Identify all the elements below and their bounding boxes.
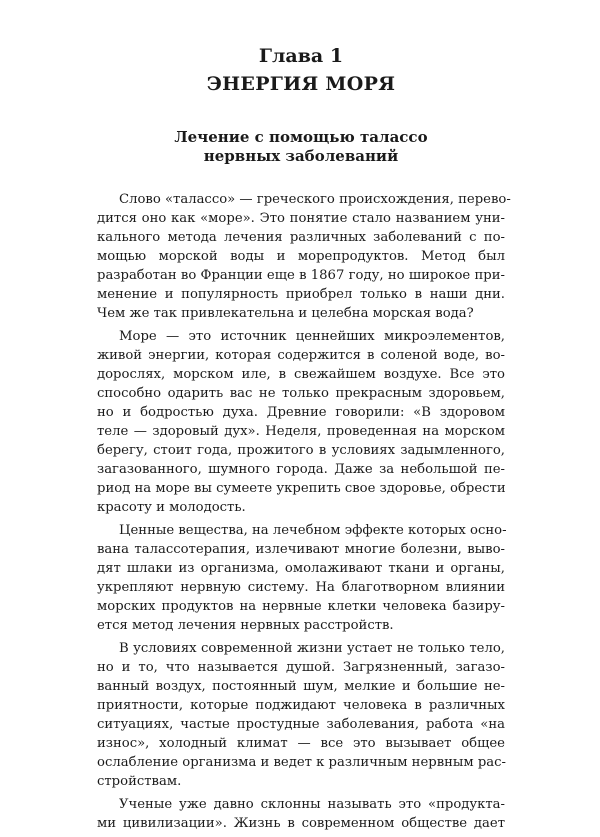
- text-line: Ценные вещества, на лечебном эффекте которых осно-: [119, 523, 507, 538]
- text-line: морских продуктов на нервные клетки человека базиру-: [97, 599, 505, 614]
- chapter-title: ЭНЕРГИЯ МОРЯ: [206, 73, 396, 95]
- text-line: дят шлаки из организма, омолаживают ткани и органы,: [97, 561, 505, 576]
- text-line: Чем же так привлекательна и целебна морская вода?: [97, 306, 474, 321]
- text-line: но и бодростью духа. Древние говорили: «В здоровом: [97, 405, 505, 420]
- text-line: Слово «талассо» — греческого происхождения, перево-: [119, 192, 511, 207]
- text-line: износ», холодный климат — все это вызывает общее: [97, 736, 505, 751]
- text-line: но и то, что называется душой. Загрязненный, загазо-: [97, 660, 505, 675]
- text-line: укрепляют нервную систему. На благотворном влиянии: [97, 580, 505, 595]
- text-line: кального метода лечения различных заболеваний с по-: [97, 230, 505, 245]
- text-line: вана талассотерапия, излечивают многие болезни, выво-: [97, 542, 505, 557]
- section-title-line: Лечение с помощью талассо: [174, 128, 428, 146]
- book-page: [97, 44, 511, 837]
- text-line: ситуациях, частые простудные заболевания, работа «на: [97, 717, 505, 732]
- text-line: В условиях современной жизни устает не только тело,: [119, 641, 505, 656]
- text-line: риод на море вы сумеете укрепить свое здоровье, обрести: [97, 481, 506, 496]
- text-line: ванный воздух, постоянный шум, мелкие и большие не-: [97, 679, 505, 694]
- text-line: берегу, стоит года, прожитого в условиях задымленного,: [97, 443, 505, 458]
- text-line: ми цивилизации». Жизнь в современном обществе дает: [97, 816, 505, 831]
- text-line: ется метод лечения нервных расстройств.: [97, 618, 394, 633]
- paragraph: [97, 639, 505, 791]
- paragraph: [97, 190, 511, 323]
- section-title-line: нервных заболеваний: [203, 147, 399, 165]
- text-line: способно одарить вас не только прекрасным здоровьем,: [97, 386, 505, 401]
- paragraph: [97, 521, 505, 635]
- text-line: дится оно как «море». Это понятие стало названием уни-: [97, 211, 505, 226]
- text-line: менение и популярность приобрел только в наши дни.: [97, 287, 505, 302]
- body-text: [97, 190, 511, 833]
- chapter-number: Глава 1: [258, 45, 344, 67]
- text-line: дорослях, морском иле, в свежайшем воздухе. Все это: [97, 367, 505, 382]
- text-line: стройствам.: [97, 774, 182, 789]
- text-line: Ученые уже давно склонны называть это «продукта-: [119, 797, 505, 812]
- text-line: мощью морской воды и морепродуктов. Метод был: [97, 249, 505, 264]
- text-line: ослабление организма и ведет к различным нервным рас-: [97, 755, 507, 770]
- text-line: теле — здоровый дух». Неделя, проведенная на морском: [97, 424, 505, 439]
- text-line: разработан во Франции еще в 1867 году, но широкое при-: [97, 268, 505, 283]
- section-title: [97, 128, 505, 166]
- text-line: загазованного, шумного города. Даже за небольшой пе-: [97, 462, 505, 477]
- text-line: Море — это источник ценнейших микроэлементов,: [119, 329, 505, 344]
- text-line: приятности, которые поджидают человека в различных: [97, 698, 505, 713]
- text-line: живой энергии, которая содержится в соленой воде, во-: [97, 348, 505, 363]
- paragraph: [97, 327, 505, 517]
- text-line: красоту и молодость.: [97, 500, 246, 515]
- paragraph: [97, 795, 505, 833]
